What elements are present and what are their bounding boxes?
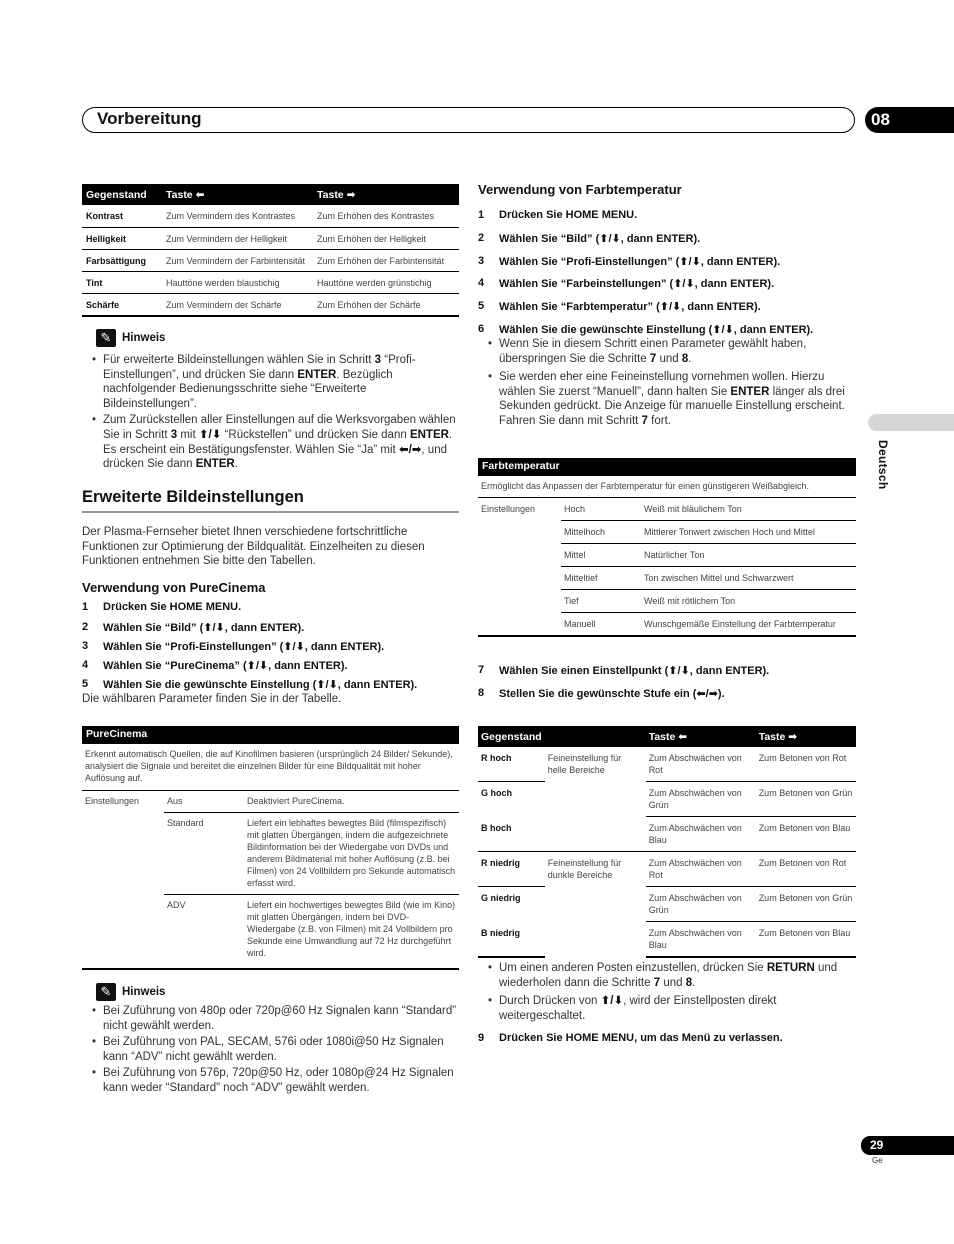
option-name: Aus (164, 791, 244, 813)
chapter-number: 08 (865, 107, 954, 133)
table-header-group (545, 726, 646, 747)
row-right-action: Zum Betonen von Grün (756, 782, 856, 817)
page-language-code: Ge (872, 1156, 883, 1165)
step: 1 Drücken Sie HOME MENU. (82, 600, 242, 613)
note-item: • Bei Zuführung von PAL, SECAM, 576i oder 1080i@50 Hz Signalen kann “ADV” nicht gewählt werden. (82, 1035, 459, 1064)
step: 3 Wählen Sie “Profi-Einstellungen” (⬆/⬇, dann ENTER). (82, 639, 385, 653)
table-header-right-key: Taste ➡ (313, 184, 459, 205)
step: 7 Wählen Sie einen Einstellpunkt (⬆/⬇, dann ENTER). (478, 664, 770, 677)
table-row (478, 852, 856, 887)
row-right-action: Zum Betonen von Grün (756, 887, 856, 922)
table-header-item: Gegenstand (82, 184, 162, 205)
purecinema-heading: Verwendung von PureCinema (82, 579, 266, 595)
row-item: Kontrast (82, 205, 162, 227)
row-right-action: Zum Betonen von Rot (756, 747, 856, 782)
row-right-action: Zum Erhöhen der Schärfe (313, 293, 459, 316)
table-row (478, 498, 856, 521)
step: 9 Drücken Sie HOME MENU, um das Menü zu verlassen. (478, 1032, 783, 1045)
row-right-action: Zum Betonen von Blau (756, 817, 856, 852)
purecinema-after: Die wählbaren Parameter finden Sie in der Tabelle. (82, 692, 342, 705)
table-row (82, 791, 459, 813)
option-desc: Weiß mit rötlichem Ton (641, 590, 856, 613)
step-note: • Wenn Sie in diesem Schritt einen Parameter gewählt haben, überspringen Sie die Schritte 7 und 8. (478, 337, 856, 366)
row-left-action: Zum Abschwächen von Blau (646, 922, 756, 958)
option-name: Hoch (561, 498, 641, 521)
chapter-header (82, 107, 855, 133)
farbtemp-steps (478, 209, 856, 337)
table-header-left-key: Taste ⬅ (646, 726, 756, 747)
row-item: Helligkeit (82, 227, 162, 249)
farbtemp-table-desc: Ermöglicht das Anpassen der Farbtemperatur für einen günstigeren Weißabgleich. (478, 476, 856, 498)
step: 6 Wählen Sie die gewünschte Einstellung (⬆/⬇, dann ENTER). (478, 323, 814, 336)
step: 2 Wählen Sie “Bild” (⬆/⬇, dann ENTER). (478, 232, 701, 245)
section-intro: Der Plasma-Fernseher bietet Ihnen verschiedene fortschrittliche Funktionen zur Optimierung der Bildqualität. Einzelheiten zu diesen Funktionen entnehmen Sie bitte den Tabellen. (82, 526, 425, 568)
note-heading (96, 329, 459, 347)
row-left-action: Zum Abschwächen von Rot (646, 852, 756, 887)
row-item: R niedrig (478, 852, 545, 887)
step-note: • Sie werden eher eine Feineinstellung vornehmen wollen. Hierzu wählen Sie zuerst “Manuell”, dann halten Sie ENTER länger als drei Sekunden gedrückt. Die Anzeige für manuelle Einstellung erscheint. Fahren Sie dann mit Schritt 7 fort. (478, 370, 856, 428)
purecinema-steps (82, 601, 459, 692)
step: 3 Wählen Sie “Profi-Einstellungen” (⬆/⬇, dann ENTER). (478, 255, 781, 268)
language-label: Deutsch (876, 440, 890, 490)
row-left-action: Zum Abschwächen von Rot (646, 747, 756, 782)
row-item: R hoch (478, 747, 545, 782)
settings-label: Einstellungen (85, 796, 140, 806)
table-row (478, 922, 856, 958)
table-header-right-key: Taste ➡ (756, 726, 856, 747)
table-row (478, 887, 856, 922)
option-desc: Natürlicher Ton (641, 544, 856, 567)
step-note: • Durch Drücken von ⬆/⬇, wird der Einstellposten direkt weitergeschaltet. (478, 994, 856, 1023)
table-row (82, 205, 459, 227)
row-right-action: Zum Betonen von Blau (756, 922, 856, 958)
purecinema-table-desc: Erkennt automatisch Quellen, die auf Kinofilmen basieren (ursprünglich 24 Bilder/ Sekunde), analysiert die Signale und bereitet die einzelnen Bilder für eine Bildqualität mit hoher Auflösung auf. (82, 744, 459, 791)
step: 5 Wählen Sie “Farbtemperatur” (⬆/⬇, dann ENTER). (478, 300, 761, 313)
fine-adjust-table (478, 726, 856, 958)
step: 4 Wählen Sie “PureCinema” (⬆/⬇, dann ENTER). (82, 658, 348, 672)
option-name: Mittelhoch (561, 521, 641, 544)
note-heading (96, 983, 459, 1001)
picture-settings-table (82, 184, 459, 317)
row-left-action: Zum Vermindern des Kontrastes (162, 205, 313, 227)
row-item: Tint (82, 271, 162, 293)
option-desc: Liefert ein lebhaftes bewegtes Bild (filmspezifisch) mit glatten Übergängen, indem die aufgezeichnete Bildinformation bei der Wiedergabe von DVDs und anderem Bildmaterial mit hoher Auflösung (z.B. bei Filmen) von 24 Vollbildern pro Sekunde automatisch erfasst wird. (244, 813, 459, 895)
page-number: 29 (861, 1136, 954, 1155)
chapter-title: Vorbereitung (97, 109, 202, 128)
table-row (478, 747, 856, 782)
note-item: • Bei Zuführung von 480p oder 720p@60 Hz Signalen kann “Standard” nicht gewählt werden. (82, 1004, 459, 1033)
table-row (82, 249, 459, 271)
farbtemp-table-title: Farbtemperatur (478, 458, 856, 476)
row-left-action: Zum Vermindern der Helligkeit (162, 227, 313, 249)
farbtemp-table (478, 458, 856, 637)
step: 2 Wählen Sie “Bild” (⬆/⬇, dann ENTER). (82, 620, 305, 634)
option-name: Mittel (561, 544, 641, 567)
row-left-action: Hauttöne werden blaustichig (162, 271, 313, 293)
row-left-action: Zum Abschwächen von Grün (646, 782, 756, 817)
note-item: • Bei Zuführung von 576p, 720p@50 Hz, oder 1080p@24 Hz Signalen kann weder “Standard” noch “ADV” gewählt werden. (82, 1066, 459, 1095)
option-desc: Ton zwischen Mittel und Schwarzwert (641, 567, 856, 590)
note-title: Hinweis (122, 986, 166, 998)
note-pencil-icon: ✎ (96, 983, 116, 1001)
option-desc: Deaktiviert PureCinema. (244, 791, 459, 813)
option-name: Manuell (564, 619, 596, 629)
row-item: Schärfe (82, 293, 162, 316)
farbtemp-steps-2 (478, 664, 856, 701)
language-tab (868, 414, 954, 431)
table-row (478, 782, 856, 817)
settings-label: Einstellungen (481, 504, 536, 514)
option-desc: Liefert ein hochwertiges bewegtes Bild (wie im Kino) mit glatten Übergängen, indem bei DVD-Wiedergabe (z.B. von Filmen) mit 24 Vollbildern pro Sekunde eine Umwandlung auf 72 Hz durchgeführt wird. (247, 900, 456, 958)
final-notes (478, 959, 856, 1044)
row-item: G hoch (481, 788, 512, 798)
note-item: • Zum Zurückstellen aller Einstellungen auf die Werksvorgaben wählen Sie in Schritt 3 mit ⬆/⬇ “Rückstellen” und drücken Sie dann ENTER. Es erscheint ein Bestätigungsfenster. Wählen Sie “Ja” mit ⬅/➡, und drücken Sie dann ENTER. (82, 413, 459, 471)
row-right-action: Hauttöne werden grünstichig (313, 271, 459, 293)
option-desc: Wunschgemäße Einstellung der Farbtemperatur (644, 619, 836, 629)
note-title: Hinweis (122, 332, 166, 344)
advanced-section (82, 488, 459, 706)
table-row (478, 817, 856, 852)
farbtemp-section (478, 182, 856, 429)
purecinema-table-title: PureCinema (82, 726, 459, 744)
row-right-action: Zum Betonen von Rot (756, 852, 856, 887)
row-right-action: Zum Erhöhen der Farbintensität (313, 249, 459, 271)
step: 8 Stellen Sie die gewünschte Stufe ein (⬅/➡). (478, 687, 725, 700)
step-note: • Um einen anderen Posten einzustellen, drücken Sie RETURN und wiederholen dann die Schritte 7 und 8. (478, 961, 856, 990)
table-row (82, 271, 459, 293)
option-name: Tief (561, 590, 641, 613)
row-left-action: Zum Vermindern der Farbintensität (162, 249, 313, 271)
row-item: B hoch (478, 817, 545, 852)
table-row (82, 293, 459, 316)
row-item: G niedrig (481, 893, 521, 903)
option-desc: Mittlerer Tonwert zwischen Hoch und Mittel (641, 521, 856, 544)
note-box-1 (82, 329, 459, 472)
row-left-action: Zum Abschwächen von Grün (646, 887, 756, 922)
step: 1 Drücken Sie HOME MENU. (478, 209, 638, 221)
step: 5 Wählen Sie die gewünschte Einstellung (⬆/⬇, dann ENTER). (82, 677, 418, 691)
row-left-action: Zum Vermindern der Schärfe (162, 293, 313, 316)
row-group: Feineinstellung für helle Bereiche (545, 747, 646, 852)
option-desc: Weiß mit bläulichem Ton (641, 498, 856, 521)
table-header-item: Gegenstand (478, 726, 545, 747)
row-left-action: Zum Abschwächen von Blau (646, 817, 756, 852)
row-right-action: Zum Erhöhen der Helligkeit (313, 227, 459, 249)
option-name: ADV (167, 900, 186, 910)
option-name: Standard (164, 813, 244, 895)
note-item: • Für erweiterte Bildeinstellungen wählen Sie in Schritt 3 “Profi-Einstellungen”, und drücken Sie dann ENTER. Bezüglich nachfolgender Bedienungsschritte siehe “Erweiterte Bildeinstellungen”. (82, 353, 459, 411)
row-group: Feineinstellung für dunkle Bereiche (547, 858, 622, 880)
note-box-2 (82, 983, 459, 1096)
row-right-action: Zum Erhöhen des Kontrastes (313, 205, 459, 227)
row-item: Farbsättigung (82, 249, 162, 271)
option-name: Mitteltief (561, 567, 641, 590)
section-title: Erweiterte Bildeinstellungen (82, 488, 459, 513)
farbtemp-heading: Verwendung von Farbtemperatur (478, 182, 682, 197)
purecinema-table (82, 726, 459, 970)
row-item: B niedrig (478, 922, 545, 958)
note-pencil-icon: ✎ (96, 329, 116, 347)
table-row (82, 227, 459, 249)
step: 4 Wählen Sie “Farbeinstellungen” (⬆/⬇, dann ENTER). (478, 277, 775, 290)
table-header-left-key: Taste ⬅ (162, 184, 313, 205)
